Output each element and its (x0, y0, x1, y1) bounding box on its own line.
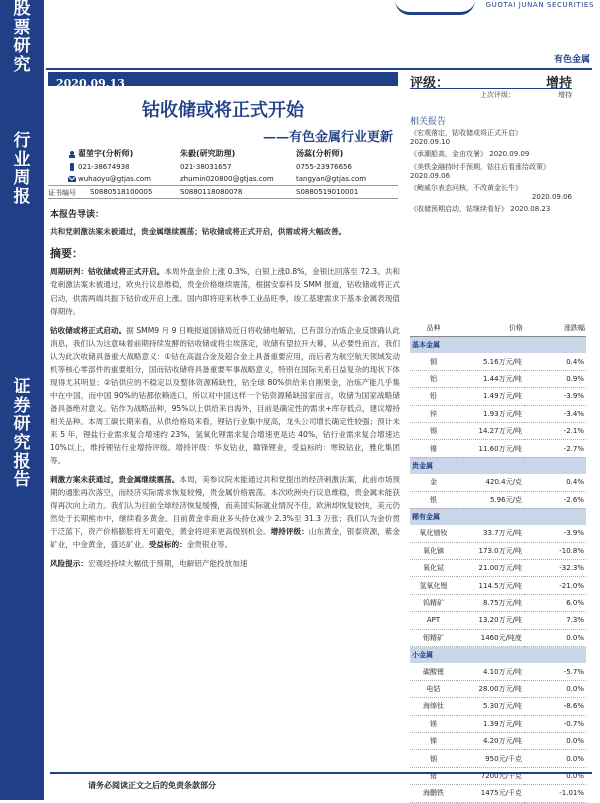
sidebar-char: 告 (13, 470, 31, 491)
price-group-row (410, 337, 586, 354)
analyst-email[interactable]: zhumin020800@gtjas.com (180, 175, 274, 183)
mail-icon (68, 175, 76, 183)
analyst-cert: S0880118080078 (180, 188, 243, 196)
price-group-name: 贵金属 (410, 457, 586, 474)
commodity-change: -1.01% (524, 785, 586, 802)
sidebar-char: 报 (13, 187, 31, 208)
related-report-item[interactable] (410, 149, 572, 159)
commodity-change: 0.0% (524, 629, 586, 646)
commodity-change: 0.0% (524, 767, 586, 784)
analyst-email[interactable]: tangyan@gtjas.com (296, 175, 367, 183)
table-row (410, 542, 586, 559)
related-report-title[interactable] (410, 149, 572, 159)
guide-title: 本报告导读： (50, 210, 105, 220)
commodity-price: 173.0万元/吨 (457, 542, 524, 559)
report-title: 钴收储或将正式开始 (142, 100, 304, 121)
related-report-title[interactable] (410, 204, 572, 214)
commodity-change: -2.6% (524, 491, 586, 508)
commodity-price: 114.5万元/吨 (457, 577, 524, 594)
sidebar-char: 证 (13, 377, 31, 397)
prev-rating-value: 增持 (558, 91, 572, 99)
commodity-price: 8.75万元/吨 (457, 594, 524, 611)
analyst-email-row (180, 175, 274, 183)
commodity-change: -21.0% (524, 577, 586, 594)
analyst-card (68, 148, 151, 183)
analyst-phone-row (180, 163, 274, 171)
analyst-name-row (68, 148, 151, 159)
sidebar-char: 行 (13, 131, 31, 151)
col-header-price: 价格 (457, 320, 524, 337)
commodity-name: 铟 (410, 750, 457, 767)
commodity-change: 0.4% (524, 353, 586, 370)
commodity-price: 1.44万元/吨 (457, 370, 524, 387)
price-group-row (410, 457, 586, 474)
table-row (410, 491, 586, 508)
commodity-change: 0.0% (524, 680, 586, 697)
risk-text: 宏观经持续大幅低于预期，电解铝产能投放加速 (87, 559, 248, 569)
analyst-cert: S0880519010001 (296, 188, 359, 196)
paragraph-keyword: 刺激方案未获通过，贵金属继续震荡。 (50, 475, 180, 485)
sidebar-char: 业 (13, 149, 31, 170)
commodity-change: 6.0% (524, 594, 586, 611)
commodity-name: 氧化镨钕 (410, 525, 457, 542)
price-table-body (410, 337, 586, 803)
commodity-price: 14.27万元/吨 (457, 422, 524, 439)
table-row (410, 353, 586, 370)
paragraph-body: 据 SMM9 月 9 日晚报道国储局近日将收储电解钴，已有部分冶炼企业反馈确认此消息，我们认为这意味着前期持续发酵的钴收储或将尘埃落定，收储有望拉开大幕，从必要性而言，我们认为此次收储具备重大战略意义：①钴在高温合金及超合金上具备重要应用，而后者为航空航天领域发动机等核心零部件的重要组分，国而钴收储将具备重要军事战略意义，特别在国际关系日益复杂的现状下体现得尤其明显；②钴供应的不稳定以及整体资源稀缺性，钴全球 80%供给来自刚果金，冶炼产能几乎集中在中国，而中国 90%的钴都依赖进口，所以对中国这样一个钴资源稀缺国家而言，收储为国家战略储备具备绝对意义。钴作为战略品种，95%以上供给来自海外，目前是确定性的需求+库存低点，建议增持相关品种。本周工碳长期来看，从供给格局来看，锂钴行业集中度高，龙头公司增长确定性较强；预计未来 5 年，锂盐行业需求复合增速约 23%，氢氧化锂需求复合增速更是达 40%，钴行业需求复合增速达 10%以上，维持锂钴行业增持评级。增持评级：华友钴业，赣锋锂业，受益标的：寒锐钴业，雅化集团等。 (50, 325, 400, 466)
table-row (410, 388, 586, 405)
commodity-name: 锗 (410, 767, 457, 784)
price-table-header (410, 320, 586, 337)
table-row (410, 732, 586, 749)
bottom-divider (50, 772, 592, 774)
commodity-name: 钼精矿 (410, 629, 457, 646)
related-report-title-text[interactable]: 《收储预期启动，钴继续看好》 (410, 205, 508, 213)
related-report-item[interactable] (410, 162, 572, 180)
table-row (410, 474, 586, 491)
paragraph-body: 本周，美参议院未能通过共和党提出的经济刺激法案，此前市场预期的通胀再次落空，而经济实际需求恢复较慢，贵金属价格震荡。本次欧洲央行议息维稳，贵金属未能获得再次向上动力。我们认为目前全球经济恢复缓慢，而美国实际就业情况不佳，欧洲却恢复较快，美元仍然处于长期熊市中，继续看多黄金。目前黄金非商业多头持仓减少 2.3%至 31.3 万张；我们认为金价贯干泛蓝下，资产价格膨胀将无可避免，黄金将迎来更高级别机会。 (50, 475, 401, 537)
analyst-phone-row (296, 163, 366, 171)
paragraph-keyword: 钴收储或将正式启动。 (50, 325, 127, 335)
commodity-price: 33.7万元/吨 (457, 525, 524, 542)
related-reports-list (410, 128, 572, 217)
analyst-email[interactable]: wuhaoyu@gtjas.com (78, 175, 151, 183)
commodity-name: APT (410, 612, 457, 629)
sidebar-char: 研 (13, 414, 31, 435)
rating-divider (410, 88, 572, 89)
table-row (410, 594, 586, 611)
sidebar-char: 究 (13, 55, 31, 76)
commodity-name: 镍 (410, 440, 457, 457)
paragraph-body: 山东黄金，银泰资源，紫金矿业，中金黄金，盛达矿业。 (50, 527, 401, 550)
price-group-name: 基本金属 (410, 337, 586, 354)
sidebar-char: 票 (13, 17, 31, 38)
paragraph-keyword: 增持评级： (270, 527, 309, 537)
analyst-name-row (296, 148, 366, 159)
table-row (410, 577, 586, 594)
commodity-price: 28.00万元/吨 (457, 680, 524, 697)
commodity-name: 海鹏铁 (410, 785, 457, 802)
commodity-price: 21.00万元/吨 (457, 560, 524, 577)
commodity-price: 4.20万元/吨 (457, 732, 524, 749)
company-logo-text: GUOTAI JUNAN SECURITIES (485, 1, 594, 9)
sidebar-char: 股 (13, 0, 31, 19)
paragraph-keyword: 周期研判：钴收储或将正式开启。 (50, 267, 165, 277)
commodity-name: 银 (410, 491, 457, 508)
paragraph-precious (50, 473, 400, 551)
person-icon (68, 150, 76, 158)
col-header-name: 品种 (410, 320, 457, 337)
rating-value: 增持 (545, 76, 572, 91)
commodity-name: 海绵钛 (410, 698, 457, 715)
analyst-phone: 0755-23976656 (296, 163, 352, 171)
commodity-price: 1460元/吨度 (457, 629, 524, 646)
related-report-item[interactable] (410, 128, 572, 146)
table-row (410, 405, 586, 422)
price-group-name: 小金属 (410, 647, 586, 664)
report-subtitle: ——有色金属行业更新 (262, 130, 393, 145)
price-table (410, 320, 586, 803)
top-divider (46, 68, 592, 70)
price-group-row (410, 508, 586, 525)
commodity-name: 锌 (410, 405, 457, 422)
related-report-item[interactable] (410, 204, 572, 214)
table-row (410, 525, 586, 542)
analyst-name: 朱毅(研究助理) (180, 149, 236, 158)
commodity-change: -8.6% (524, 698, 586, 715)
commodity-price: 5.30万元/吨 (457, 698, 524, 715)
price-group-row (410, 647, 586, 664)
analyst-card (180, 148, 274, 183)
risk-paragraph (50, 557, 400, 570)
cert-label: 证书编号 (48, 189, 76, 197)
paragraph-keyword: 受益标的： (148, 540, 187, 550)
sidebar-top-label (0, 0, 44, 75)
analyst-email-row (296, 175, 366, 183)
paragraph-cycle (50, 265, 400, 317)
sidebar-char: 报 (13, 451, 31, 472)
related-report-title[interactable]: 《宏观落定，钴收储或将正式开启》 (410, 129, 522, 137)
paragraph-body: 本周外盘金价上涨 0.3%，白银上涨0.8%，金银比回落至 72.3。共和党刺激法案未被通过，欧央行议息维稳，贵金价格继续震荡，根据安泰科及 SMM 报道，钴收储或将正式启动，供需两端共振下钴价或开启上涨。国内即将迎来秋季工业品旺季，竣工基建需求下基本金属表现值得期待。 (50, 267, 400, 316)
paragraph-cobalt (50, 324, 400, 468)
commodity-price: 5.16万元/吨 (457, 353, 524, 370)
divider (48, 198, 398, 199)
analyst-phone: 021-38674938 (78, 163, 130, 171)
commodity-name: 铅 (410, 388, 457, 405)
table-row (410, 785, 586, 802)
commodity-name: 电钴 (410, 680, 457, 697)
paragraph-body: 金贵银业等。 (186, 540, 233, 550)
commodity-change: 0.0% (524, 732, 586, 749)
commodity-price: 1.39万元/吨 (457, 715, 524, 732)
commodity-change: -10.8% (524, 542, 586, 559)
related-report-title[interactable]: 《美铁金融持时手预期，钴往后看涨给政策》 (410, 163, 550, 171)
divider (48, 185, 398, 186)
commodity-price: 11.60万元/吨 (457, 440, 524, 457)
commodity-name: 镁 (410, 715, 457, 732)
analyst-email-row (68, 175, 151, 183)
sector-tag: 有色金属 (553, 55, 590, 65)
table-row (410, 612, 586, 629)
commodity-change: 0.4% (524, 474, 586, 491)
commodity-change: -5.7% (524, 663, 586, 680)
analyst-cert: S0880518100005 (90, 188, 153, 196)
commodity-change: 7.3% (524, 612, 586, 629)
related-report-title[interactable]: 《鲍威尔表态问核，不改黄金长牛》 (410, 184, 522, 192)
sidebar-bottom-label (0, 378, 44, 490)
table-row (410, 629, 586, 646)
commodity-name: 氢氧化锂 (410, 577, 457, 594)
sidebar-char: 究 (13, 433, 31, 454)
related-reports-title: 相关报告 (410, 117, 447, 127)
analyst-name-row (180, 148, 274, 159)
commodity-price: 420.4元/克 (457, 474, 524, 491)
table-row (410, 422, 586, 439)
table-row (410, 698, 586, 715)
analyst-name: 汤蕊(分析师) (296, 149, 344, 158)
commodity-change: -3.4% (524, 405, 586, 422)
commodity-change: 0.9% (524, 370, 586, 387)
main-text (50, 208, 400, 576)
guide-text: 共和党刺激法案未被通过，贵金属继续震荡；钴收储或将正式开启，供需或将大幅改善。 (50, 227, 347, 237)
related-report-date: 2020.08.23 (510, 205, 551, 213)
commodity-change: -32.3% (524, 560, 586, 577)
price-group-name: 稀有金属 (410, 508, 586, 525)
abstract-title: 摘要： (50, 246, 83, 260)
table-row (410, 767, 586, 784)
commodity-price: 1.93万元/吨 (457, 405, 524, 422)
commodity-price: 1475元/千克 (457, 785, 524, 802)
commodity-name: 锡 (410, 422, 457, 439)
commodity-name: 碳酸锂 (410, 663, 457, 680)
commodity-price: 5.96元/克 (457, 491, 524, 508)
sidebar-char: 研 (13, 36, 31, 57)
table-row (410, 750, 586, 767)
prev-rating-label: 上次评级： (480, 91, 515, 99)
related-report-date: 2020.09.06 (410, 172, 451, 180)
sidebar-char: 券 (13, 395, 31, 416)
commodity-name: 铝 (410, 370, 457, 387)
commodity-name: 锑 (410, 732, 457, 749)
commodity-name: 氧化铽 (410, 560, 457, 577)
related-report-date: 2020.09.09 (489, 150, 530, 158)
commodity-change: -2.7% (524, 440, 586, 457)
table-row (410, 440, 586, 457)
sidebar-char: 周 (13, 168, 31, 189)
commodity-price: 950元/千克 (457, 750, 524, 767)
commodity-change: 0.0% (524, 750, 586, 767)
commodity-change: -3.9% (524, 525, 586, 542)
analyst-phone: 021-38031657 (180, 163, 232, 171)
related-report-title-text[interactable]: 《承潮船高，金由攻暑》 (410, 150, 487, 158)
table-row (410, 560, 586, 577)
rating-label: 评级： (410, 76, 450, 91)
commodity-price: 13.20万元/吨 (457, 612, 524, 629)
commodity-name: 金 (410, 474, 457, 491)
commodity-price: 4.10万元/吨 (457, 663, 524, 680)
phone-icon (68, 163, 76, 171)
commodity-change: -0.7% (524, 715, 586, 732)
commodity-name: 铜 (410, 353, 457, 370)
analyst-card (296, 148, 366, 183)
analyst-name: 翟堃宇(分析师) (78, 149, 134, 158)
commodity-price: 7200元/千克 (457, 767, 524, 784)
commodity-change: -2.1% (524, 422, 586, 439)
table-row (410, 715, 586, 732)
related-report-date: 2020.09.06 (531, 193, 572, 201)
table-row (410, 680, 586, 697)
report-date: 2020.09.13 (56, 77, 125, 90)
risk-keyword: 风险提示： (50, 559, 88, 569)
logo-arc-icon (395, 0, 475, 15)
commodity-change: -3.9% (524, 388, 586, 405)
commodity-name: 氧化镝 (410, 542, 457, 559)
related-report-item[interactable] (410, 183, 572, 201)
disclaimer-footer: 请务必阅读正文之后的免责条款部分 (88, 781, 216, 790)
commodity-price: 1.49万元/吨 (457, 388, 524, 405)
related-report-date: 2020.09.10 (410, 138, 451, 146)
date-bar (48, 72, 398, 90)
commodity-name: 钨精矿 (410, 594, 457, 611)
table-row (410, 370, 586, 387)
analyst-phone-row (68, 163, 151, 171)
sidebar-mid-label (0, 132, 44, 207)
table-row (410, 663, 586, 680)
col-header-change: 涨跌幅 (524, 320, 586, 337)
